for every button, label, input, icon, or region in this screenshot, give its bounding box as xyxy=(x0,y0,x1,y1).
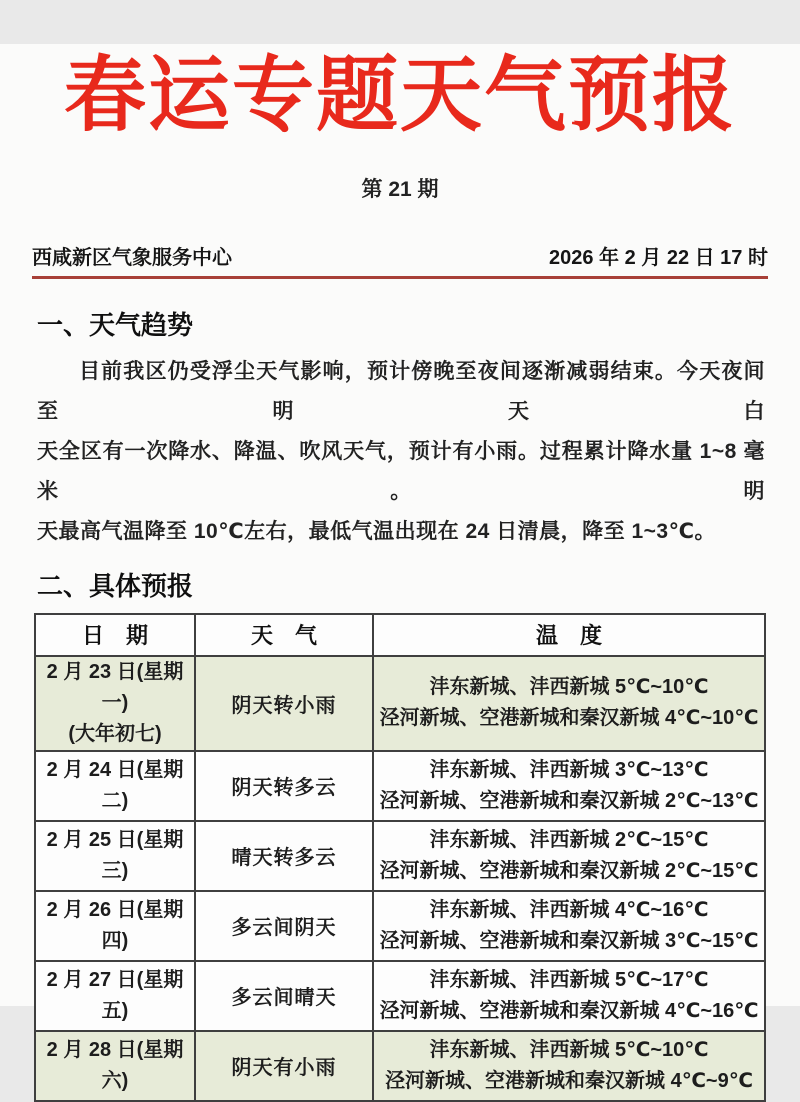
temperature-cell xyxy=(373,656,765,751)
date-line1: 2 月 25 日(星期三) xyxy=(46,828,184,882)
temp-line2: 泾河新城、空港新城和秦汉新城 3℃~15℃ xyxy=(379,929,759,952)
temperature-cell xyxy=(373,961,765,1031)
date-cell xyxy=(35,891,195,961)
temperature-cell xyxy=(373,751,765,821)
page-title: 春运专题天气预报 xyxy=(63,50,736,141)
forecast-table-header xyxy=(35,614,765,656)
date-line2: (大年初七) xyxy=(68,722,162,745)
temp-line2: 泾河新城、空港新城和秦汉新城 4℃~9℃ xyxy=(385,1069,753,1092)
org-name: 西咸新区气象服务中心 xyxy=(32,246,232,269)
weather-cell: 多云间阴天 xyxy=(195,891,373,961)
temp-line2: 泾河新城、空港新城和秦汉新城 4℃~16℃ xyxy=(379,999,759,1022)
temp-line2: 泾河新城、空港新城和秦汉新城 4℃~10℃ xyxy=(379,707,759,730)
table-row xyxy=(35,656,765,751)
date-cell xyxy=(35,1031,195,1101)
date-line1: 2 月 26 日(星期四) xyxy=(46,898,184,952)
trend-paragraph xyxy=(37,352,765,552)
temp-line1: 沣东新城、沣西新城 5℃~10℃ xyxy=(429,1038,709,1061)
temp-line1: 沣东新城、沣西新城 5℃~10℃ xyxy=(429,676,709,699)
temperature-cell xyxy=(373,821,765,891)
trend-paragraph-line: 天最高气温降至 10℃左右，最低气温出现在 24 日清晨，降至 1~3℃。 xyxy=(37,519,717,543)
column-header-temperature: 温 度 xyxy=(373,614,765,656)
weather-cell: 阴天有小雨 xyxy=(195,1031,373,1101)
forecast-table-body xyxy=(35,656,765,1101)
date-line1: 2 月 24 日(星期二) xyxy=(46,758,184,812)
weather-cell: 阴天转小雨 xyxy=(195,656,373,751)
temp-line1: 沣东新城、沣西新城 4℃~16℃ xyxy=(429,898,709,921)
weather-cell: 阴天转多云 xyxy=(195,751,373,821)
date-cell xyxy=(35,961,195,1031)
temperature-cell xyxy=(373,1031,765,1101)
temp-line1: 沣东新城、沣西新城 3℃~13℃ xyxy=(429,758,709,781)
issue-datetime: 2026 年 2 月 22 日 17 时 xyxy=(548,246,768,269)
table-row xyxy=(35,821,765,891)
temp-line2: 泾河新城、空港新城和秦汉新城 2℃~13℃ xyxy=(379,789,759,812)
table-row xyxy=(35,891,765,961)
date-cell xyxy=(35,751,195,821)
temperature-cell xyxy=(373,891,765,961)
date-cell xyxy=(35,656,195,751)
masthead xyxy=(32,241,768,279)
weather-cell: 多云间晴天 xyxy=(195,961,373,1031)
date-cell xyxy=(35,821,195,891)
temp-line1: 沣东新城、沣西新城 5℃~17℃ xyxy=(429,968,709,991)
temp-line2: 泾河新城、空港新城和秦汉新城 2℃~15℃ xyxy=(379,859,759,882)
table-row xyxy=(35,751,765,821)
table-row xyxy=(35,961,765,1031)
column-header-date: 日 期 xyxy=(35,614,195,656)
section-forecast-heading: 二、具体预报 xyxy=(37,570,194,601)
table-row xyxy=(35,1031,765,1101)
weather-cell: 晴天转多云 xyxy=(195,821,373,891)
document-page xyxy=(0,44,800,1092)
forecast-table xyxy=(34,613,766,1102)
date-line1: 2 月 23 日(星期一) xyxy=(46,660,184,714)
column-header-weather: 天 气 xyxy=(195,614,373,656)
issue-number: 第 21 期 xyxy=(361,177,439,201)
date-line1: 2 月 27 日(星期五) xyxy=(46,968,184,1022)
trend-paragraph-line: 天全区有一次降水、降温、吹风天气，预计有小雨。过程累计降水量 1~8 毫米。明 xyxy=(37,439,765,503)
date-line1: 2 月 28 日(星期六) xyxy=(46,1038,184,1092)
trend-paragraph-line: 目前我区仍受浮尘天气影响，预计傍晚至夜间逐渐减弱结束。今天夜间至明天白 xyxy=(37,359,765,423)
temp-line1: 沣东新城、沣西新城 2℃~15℃ xyxy=(429,828,709,851)
section-trend-heading: 一、天气趋势 xyxy=(37,309,194,340)
